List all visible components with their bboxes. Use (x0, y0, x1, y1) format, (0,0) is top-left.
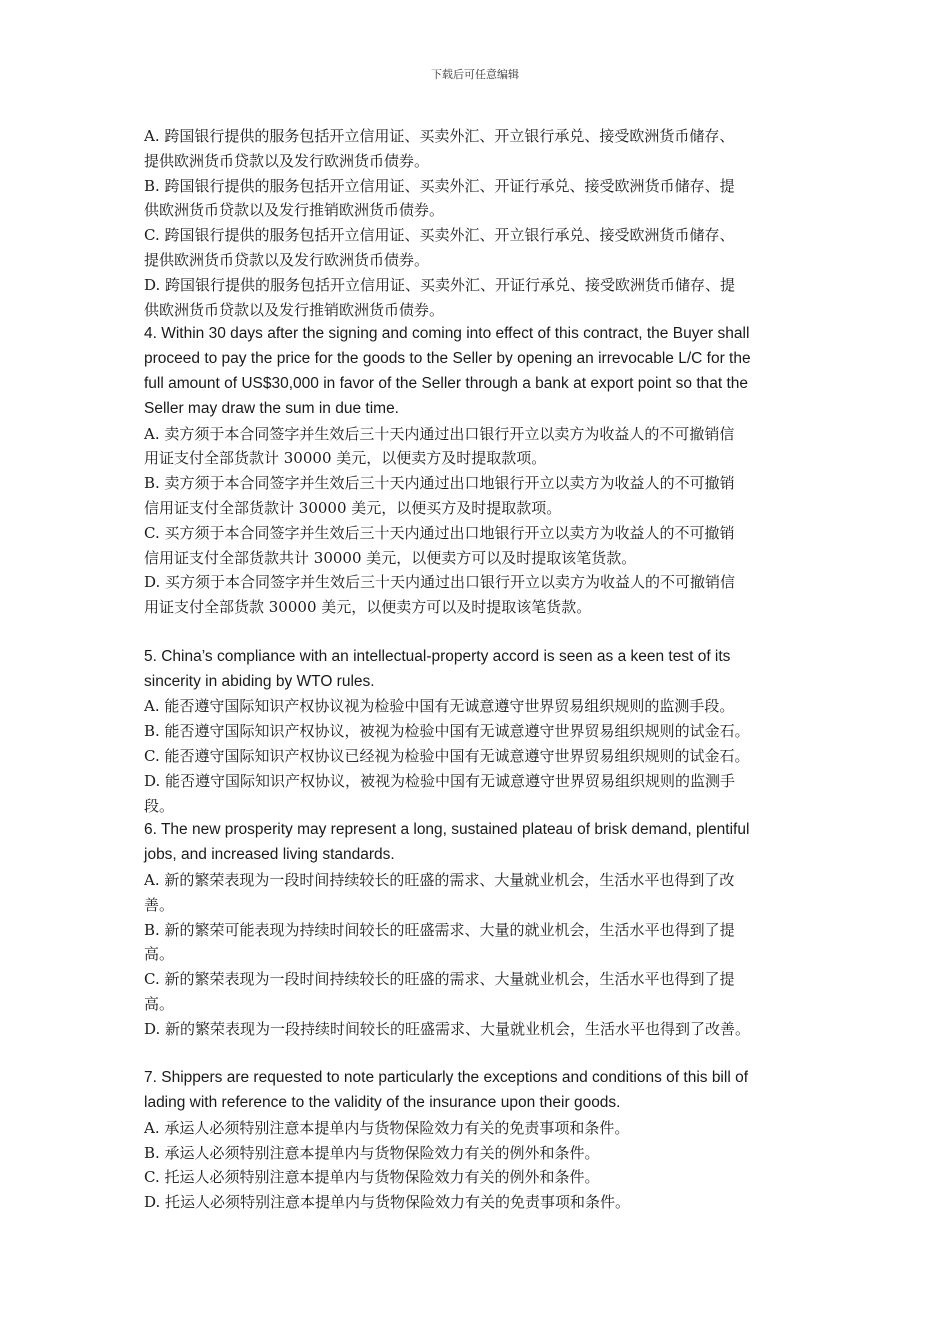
chinese-option-line: C. 新的繁荣表现为一段时间持续较长的旺盛的需求、大量就业机会，生活水平也得到了提 (144, 970, 735, 989)
chinese-option-line: A. 承运人必须特别注意本提单内与货物保险效力有关的免责事项和条件。 (144, 1118, 630, 1137)
chinese-option-line: 高。 (144, 945, 175, 964)
chinese-option-line: 高。 (144, 994, 175, 1013)
chinese-option-line: 段。 (144, 796, 175, 815)
chinese-option-line: A. 跨国银行提供的服务包括开立信用证、买卖外汇、开立银行承兑、接受欧洲货币储存、 (144, 127, 735, 145)
english-question-line: 7. Shippers are requested to note particularly the exceptions and conditions of this bill of (144, 1069, 749, 1087)
chinese-option-line: B. 新的繁荣可能表现为持续时间较长的旺盛需求、大量的就业机会，生活水平也得到了提 (144, 920, 735, 939)
chinese-option-line: 信用证支付全部货款共计 30000 美元，以便卖方可以及时提取该笔货款。 (144, 548, 637, 567)
chinese-option-line: B. 跨国银行提供的服务包括开立信用证、买卖外汇、开证行承兑、接受欧洲货币储存、提 (144, 176, 735, 195)
chinese-option-line: D. 跨国银行提供的服务包括开立信用证、买卖外汇、开证行承兑、接受欧洲货币储存、提 (144, 275, 736, 294)
chinese-option-line: B. 承运人必须特别注意本提单内与货物保险效力有关的例外和条件。 (144, 1143, 600, 1162)
blank-line (144, 1041, 816, 1066)
chinese-option-line: C. 托运人必须特别注意本提单内与货物保险效力有关的例外和条件。 (144, 1168, 600, 1187)
chinese-option-line: A. 卖方须于本合同签字并生效后三十天内通过出口银行开立以卖方为收益人的不可撤销信 (144, 424, 735, 443)
chinese-option-line: D. 买方须于本合同签字并生效后三十天内通过出口银行开立以卖方为收益人的不可撤销信 (144, 573, 736, 592)
chinese-option-line: 信用证支付全部货款计 30000 美元，以便买方及时提取款项。 (144, 498, 562, 517)
english-question-line: Seller may draw the sum in due time. (144, 399, 399, 417)
chinese-option-line: 用证支付全部货款 30000 美元，以便卖方可以及时提取该笔货款。 (144, 598, 592, 617)
chinese-option-line: 善。 (144, 895, 175, 914)
english-question-line: 6. The new prosperity may represent a long, sustained plateau of brisk demand, plentiful (144, 821, 750, 839)
chinese-option-line: B. 能否遵守国际知识产权协议，被视为检验中国有无诚意遵守世界贸易组织规则的试金石。 (144, 722, 750, 741)
english-question-line: proceed to pay the price for the goods to the Seller by opening an irrevocable L/C for the (144, 350, 751, 368)
chinese-option-line: C. 能否遵守国际知识产权协议已经视为检验中国有无诚意遵守世界贸易组织规则的试金石。 (144, 746, 750, 765)
chinese-option-line: D. 能否遵守国际知识产权协议，被视为检验中国有无诚意遵守世界贸易组织规则的监测手 (144, 771, 736, 790)
chinese-option-line: D. 托运人必须特别注意本提单内与货物保险效力有关的免责事项和条件。 (144, 1193, 631, 1212)
english-question-line: 4. Within 30 days after the signing and coming into effect of this contract, the Buyer shall (144, 325, 750, 343)
chinese-option-line: 供欧洲货币贷款以及发行推销欧洲货币债券。 (144, 201, 445, 220)
chinese-option-line: 提供欧洲货币贷款以及发行欧洲货币债券。 (144, 250, 430, 269)
english-question-line: sincerity in abiding by WTO rules. (144, 672, 375, 690)
blank-line (144, 620, 816, 645)
english-question-line: 5. China’s compliance with an intellectual-property accord is seen as a keen test of its (144, 647, 731, 665)
chinese-option-line: B. 卖方须于本合同签字并生效后三十天内通过出口地银行开立以卖方为收益人的不可撤销 (144, 474, 735, 493)
chinese-option-line: D. 新的繁荣表现为一段持续时间较长的旺盛需求、大量就业机会，生活水平也得到了改善。 (144, 1019, 751, 1038)
english-question-line: lading with reference to the validity of the insurance upon their goods. (144, 1094, 621, 1112)
chinese-option-line: C. 买方须于本合同签字并生效后三十天内通过出口地银行开立以卖方为收益人的不可撤销 (144, 523, 735, 542)
document-body (144, 124, 816, 1215)
page-header: 下载后可任意编辑 (431, 68, 519, 81)
chinese-option-line: 用证支付全部货款计 30000 美元，以便卖方及时提取款项。 (144, 449, 547, 468)
chinese-option-line: 供欧洲货币贷款以及发行推销欧洲货币债券。 (144, 300, 445, 319)
english-question-line: full amount of US$30,000 in favor of the Seller through a bank at export point so that the (144, 374, 749, 392)
chinese-option-line: A. 能否遵守国际知识产权协议视为检验中国有无诚意遵守世界贸易组织规则的监测手段。 (144, 697, 735, 716)
chinese-option-line: 提供欧洲货币贷款以及发行欧洲货币债券。 (144, 151, 430, 170)
chinese-option-line: C. 跨国银行提供的服务包括开立信用证、买卖外汇、开立银行承兑、接受欧洲货币储存、 (144, 226, 735, 245)
english-question-line: jobs, and increased living standards. (144, 846, 395, 864)
chinese-option-line: A. 新的繁荣表现为一段时间持续较长的旺盛的需求、大量就业机会，生活水平也得到了改 (144, 870, 735, 889)
